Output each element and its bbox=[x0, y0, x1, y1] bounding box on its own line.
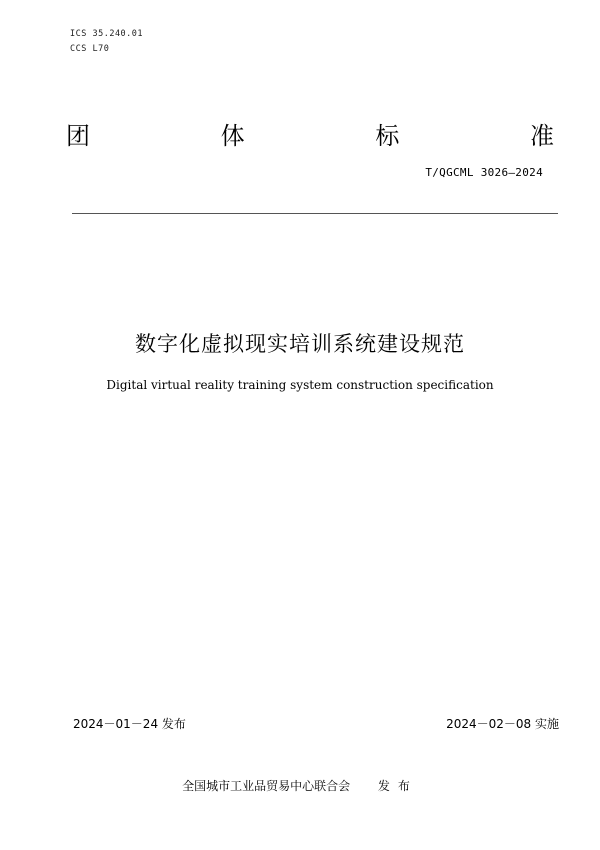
ccs-code: CCS L70 bbox=[70, 44, 110, 54]
publish-action: 发布 bbox=[377, 779, 418, 793]
issue-date: 2024－01－24 发布 bbox=[73, 717, 186, 731]
standard-type-char: 体 bbox=[220, 122, 245, 150]
implementation-date: 2024－02－08 实施 bbox=[446, 717, 559, 731]
standard-type-char: 团 bbox=[66, 122, 90, 150]
title-chinese: 数字化虚拟现实培训系统建设规范 bbox=[135, 332, 465, 356]
standard-type-char: 标 bbox=[375, 122, 400, 150]
ics-code: ICS 35.240.01 bbox=[70, 29, 144, 39]
publisher-name: 全国城市工业品贸易中心联合会 bbox=[182, 779, 351, 793]
header-divider bbox=[72, 213, 558, 214]
standard-type-heading bbox=[66, 116, 554, 151]
standard-code: T/QGCML 3026—2024 bbox=[425, 166, 543, 179]
standard-type-char: 准 bbox=[529, 122, 554, 150]
publisher-line bbox=[0, 777, 600, 794]
title-english: Digital virtual reality training system construction specification bbox=[106, 378, 494, 392]
